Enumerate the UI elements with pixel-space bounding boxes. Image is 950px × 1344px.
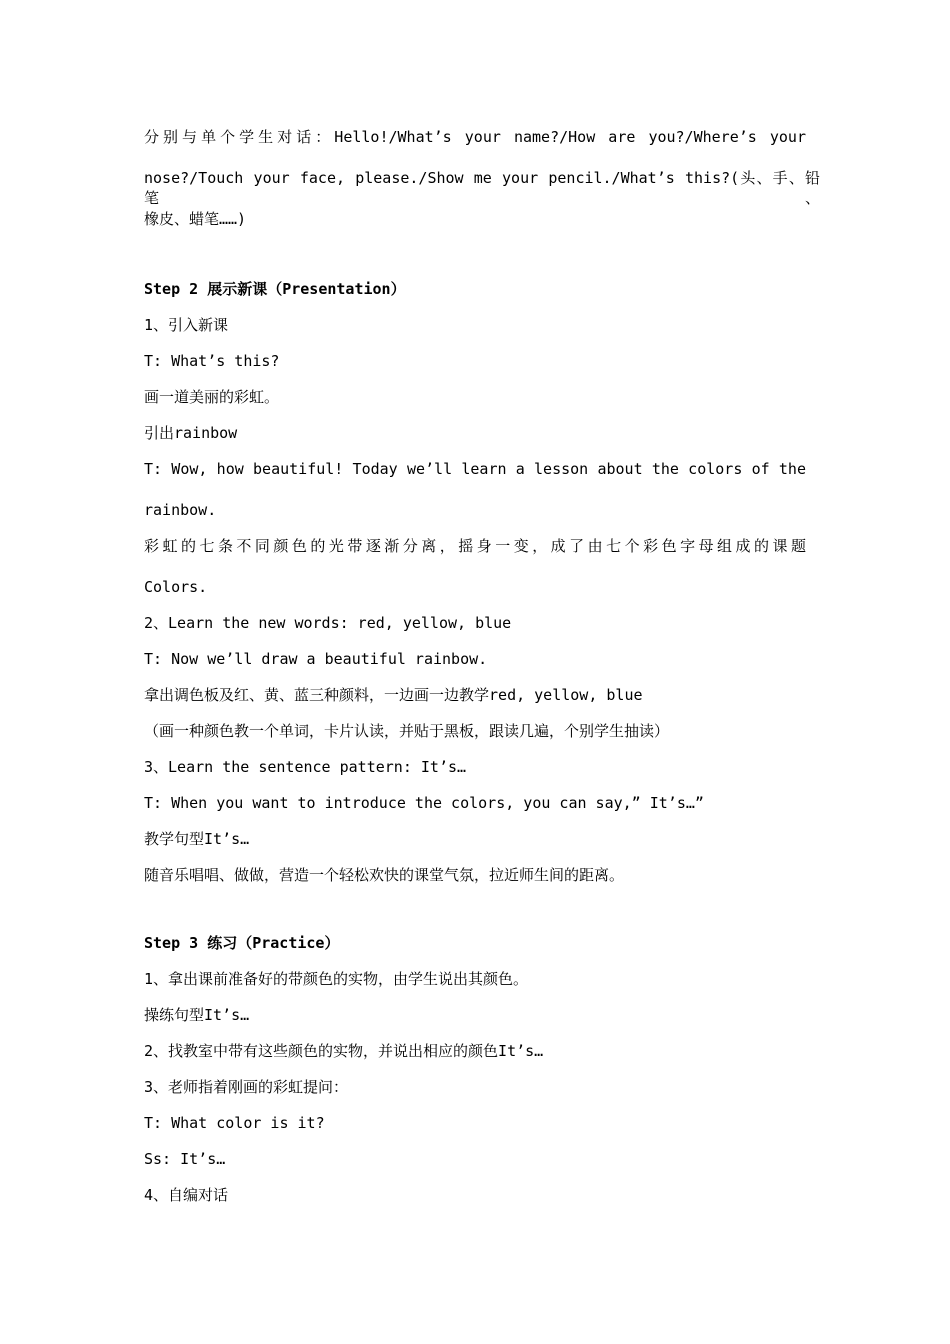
step2-line: （画一种颜色教一个单词，卡片认读，并贴于黑板，跟读几遍，个别学生抽读） [144,722,670,740]
step3-line: 操练句型It’s… [144,1006,250,1024]
step2-line: T: What’s this? [144,352,280,370]
step3-line: 1、拿出课前准备好的带颜色的实物，由学生说出其颜色。 [144,970,529,988]
step3-line: T: What color is it? [144,1114,325,1132]
step3-line: Ss: It’s… [144,1150,226,1168]
step2-line: 拿出调色板及红、黄、蓝三种颜料，一边画一边教学red, yellow, blue [144,686,643,704]
step3-line: 4、自编对话 [144,1186,229,1204]
step2-line: Colors. [144,578,208,596]
step2-line: T: Wow, how beautiful! Today we’ll learn a lesson about the colors of the [144,460,806,478]
step2-line: T: Now we’ll draw a beautiful rainbow. [144,650,488,668]
step2-line: 1、引入新课 [144,316,229,334]
step2-line: 画一道美丽的彩虹。 [144,388,280,406]
step3-line: 3、老师指着刚画的彩虹提问： [144,1078,349,1096]
step2-line: 3、Learn the sentence pattern: It’s… [144,758,467,776]
intro-line-3: 橡皮、蜡笔……) [144,210,247,228]
step2-line: 彩虹的七条不同颜色的光带逐渐分离，摇身一变，成了由七个彩色字母组成的课题 [144,537,806,555]
step2-heading: Step 2 展示新课（Presentation） [144,280,406,298]
step2-line: 教学句型It’s… [144,830,250,848]
step3-line: 2、找教室中带有这些颜色的实物，并说出相应的颜色It’s… [144,1042,544,1060]
intro-line-1: 分别与单个学生对话：Hello!/What’s your name?/How are you?/Where’s your [144,128,806,146]
step2-line: 随音乐唱唱、做做，营造一个轻松欢快的课堂气氛，拉近师生间的距离。 [144,866,625,884]
step2-line: T: When you want to introduce the colors, you can say,” It’s…” [144,794,704,812]
step2-line: rainbow. [144,501,217,519]
step2-line: 引出rainbow [144,424,238,442]
step2-line: 2、Learn the new words: red, yellow, blue [144,614,512,632]
intro-line-2: nose?/Touch your face, please./Show me your pencil./What’s this?(头、手、铅笔、 [144,169,820,207]
step3-heading: Step 3 练习（Practice） [144,934,340,952]
